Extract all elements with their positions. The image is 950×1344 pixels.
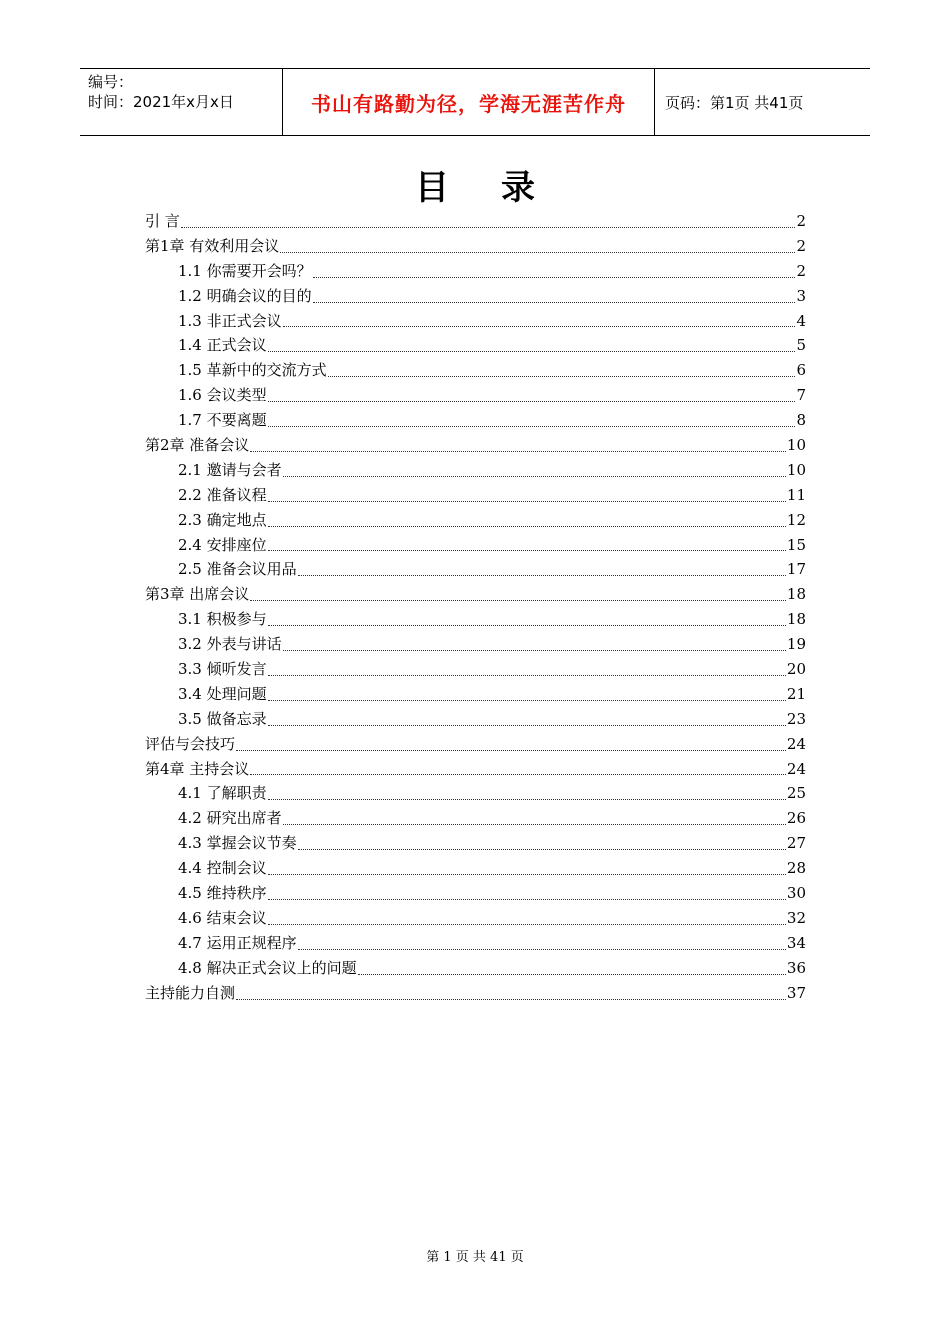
toc-entry-label: 4.7 运用正规程序	[178, 933, 297, 952]
toc-leader-dots	[268, 699, 786, 701]
toc-entry[interactable]	[145, 956, 806, 981]
toc-entry-label: 1.3 非正式会议	[178, 311, 282, 330]
toc-entry-page: 2	[796, 236, 806, 255]
toc-leader-dots	[268, 549, 786, 551]
toc-leader-dots	[283, 649, 786, 651]
toc-leader-dots	[283, 475, 786, 477]
toc-entry-page: 18	[786, 610, 806, 629]
toc-leader-dots	[280, 251, 795, 253]
toc-entry-page: 25	[786, 784, 806, 803]
toc-entry-page: 36	[786, 958, 806, 977]
toc-entry-page: 24	[786, 759, 806, 778]
toc-entry-label: 评估与会技巧	[145, 734, 236, 753]
toc-leader-dots	[181, 226, 796, 228]
toc-entry[interactable]	[145, 533, 806, 558]
toc-leader-dots	[250, 599, 786, 601]
toc-leader-dots	[298, 848, 786, 850]
toc-entry-label: 3.5 做备忘录	[178, 709, 267, 728]
toc-entry[interactable]	[145, 707, 806, 732]
toc-entry-page: 26	[786, 809, 806, 828]
toc-entry-label: 1.6 会议类型	[178, 386, 267, 405]
toc-entry-page: 28	[786, 859, 806, 878]
toc-entry-label: 第4章 主持会议	[145, 759, 250, 778]
toc-entry-label: 2.5 准备会议用品	[178, 560, 297, 579]
toc-leader-dots	[268, 674, 786, 676]
header-motto-cell	[282, 69, 655, 135]
toc-leader-dots	[283, 325, 796, 327]
toc-entry[interactable]	[145, 831, 806, 856]
toc-entry-page: 4	[796, 311, 806, 330]
toc-entry-label: 主持能力自测	[145, 983, 236, 1002]
toc-entry[interactable]	[145, 333, 806, 358]
toc-leader-dots	[268, 500, 786, 502]
toc-entry-page: 11	[786, 485, 806, 504]
toc-entry-label: 1.5 革新中的交流方式	[178, 361, 327, 380]
toc-leader-dots	[313, 301, 796, 303]
toc-entry-label: 4.1 了解职责	[178, 784, 267, 803]
toc-entry-page: 34	[786, 933, 806, 952]
toc-entry[interactable]	[145, 234, 806, 259]
toc-entry-label: 2.4 安排座位	[178, 535, 267, 554]
toc-entry-label: 引 言	[145, 211, 180, 230]
toc-entry-label: 1.4 正式会议	[178, 336, 267, 355]
toc-leader-dots	[236, 998, 786, 1000]
toc-leader-dots	[236, 749, 786, 751]
toc-entry-label: 1.2 明确会议的目的	[178, 286, 312, 305]
toc-leader-dots	[268, 898, 786, 900]
toc-entry-page: 12	[786, 510, 806, 529]
toc-leader-dots	[268, 724, 786, 726]
toc-leader-dots	[268, 624, 786, 626]
page-footer: 第 1 页 共 41 页	[426, 1250, 524, 1265]
toc-entry[interactable]	[145, 309, 806, 334]
toc-leader-dots	[268, 425, 796, 427]
toc-entry[interactable]	[145, 881, 806, 906]
toc-entry-label: 2.1 邀请与会者	[178, 460, 282, 479]
toc-entry-label: 3.3 倾听发言	[178, 660, 267, 679]
toc-entry[interactable]	[145, 557, 806, 582]
toc-leader-dots	[298, 948, 786, 950]
toc-entry-page: 2	[796, 261, 806, 280]
toc-entry-page: 8	[796, 411, 806, 430]
date-label: 时间：2021年x月x日	[88, 93, 234, 111]
toc-leader-dots	[268, 798, 786, 800]
toc-entry[interactable]	[145, 383, 806, 408]
toc-entry[interactable]	[145, 358, 806, 383]
toc-entry-page: 27	[786, 834, 806, 853]
toc-entry-label: 2.2 准备议程	[178, 485, 267, 504]
toc-leader-dots	[358, 973, 786, 975]
toc-leader-dots	[268, 525, 786, 527]
toc-leader-dots	[268, 923, 786, 925]
toc-leader-dots	[268, 350, 796, 352]
toc-leader-dots	[328, 375, 796, 377]
toc-entry[interactable]	[145, 433, 806, 458]
toc-entry[interactable]	[145, 981, 806, 1006]
toc-entry-page: 3	[796, 286, 806, 305]
toc-leader-dots	[298, 574, 786, 576]
toc-entry-label: 1.7 不要离题	[178, 411, 267, 430]
toc-entry-label: 2.3 确定地点	[178, 510, 267, 529]
toc-entry[interactable]	[145, 757, 806, 782]
toc-entry-label: 3.1 积极参与	[178, 610, 267, 629]
toc-entry[interactable]	[145, 408, 806, 433]
toc-entry[interactable]	[145, 781, 806, 806]
toc-entry-label: 3.2 外表与讲话	[178, 635, 282, 654]
toc-entry-page: 20	[786, 660, 806, 679]
toc-entry-page: 17	[786, 560, 806, 579]
toc-leader-dots	[268, 400, 796, 402]
toc-entry-label: 1.1 你需要开会吗？	[178, 261, 312, 280]
toc-entry-page: 5	[796, 336, 806, 355]
serial-number-label: 编号：	[88, 73, 134, 91]
toc-entry-page: 10	[786, 460, 806, 479]
toc-entry-label: 第1章 有效利用会议	[145, 236, 280, 255]
toc-leader-dots	[313, 276, 796, 278]
toc-leader-dots	[250, 450, 786, 452]
toc-leader-dots	[250, 773, 786, 775]
toc-entry-page: 32	[786, 908, 806, 927]
toc-title: 目录	[415, 168, 587, 208]
toc-entry[interactable]	[145, 657, 806, 682]
toc-entry[interactable]	[145, 856, 806, 881]
table-of-contents	[145, 209, 806, 1006]
toc-entry-page: 15	[786, 535, 806, 554]
header-motto: 书山有路勤为径，学海无涯苦作舟	[311, 91, 626, 116]
toc-entry[interactable]	[145, 209, 806, 234]
toc-entry-label: 第2章 准备会议	[145, 436, 250, 454]
toc-entry-label: 第3章 出席会议	[145, 585, 250, 604]
page-header	[80, 68, 870, 136]
toc-entry-page: 10	[786, 436, 806, 454]
toc-entry-page: 21	[786, 684, 806, 703]
toc-entry[interactable]	[145, 931, 806, 956]
toc-entry[interactable]	[145, 483, 806, 508]
toc-entry-label: 4.6 结束会议	[178, 908, 267, 927]
toc-entry-label: 4.5 维持秩序	[178, 884, 267, 903]
toc-entry[interactable]	[145, 458, 806, 483]
toc-entry-label: 4.4 控制会议	[178, 859, 267, 878]
toc-entry[interactable]	[145, 682, 806, 707]
toc-entry-page: 19	[786, 635, 806, 654]
toc-entry-page: 37	[786, 983, 806, 1002]
toc-entry[interactable]	[145, 632, 806, 657]
toc-entry-label: 4.3 掌握会议节奏	[178, 834, 297, 853]
toc-leader-dots	[268, 873, 786, 875]
toc-entry[interactable]	[145, 508, 806, 533]
toc-leader-dots	[283, 823, 786, 825]
toc-entry-page: 24	[786, 734, 806, 753]
toc-entry[interactable]	[145, 906, 806, 931]
toc-entry[interactable]	[145, 259, 806, 284]
toc-entry-label: 4.8 解决正式会议上的问题	[178, 958, 357, 977]
toc-entry-page: 6	[796, 361, 806, 380]
toc-entry-page: 7	[796, 386, 806, 405]
header-page-info: 页码：第1页 共41页	[665, 93, 804, 112]
toc-entry-page: 2	[796, 211, 806, 230]
toc-entry[interactable]	[145, 284, 806, 309]
toc-entry[interactable]	[145, 806, 806, 831]
toc-entry-page: 23	[786, 709, 806, 728]
toc-entry-page: 30	[786, 884, 806, 903]
toc-entry[interactable]	[145, 607, 806, 632]
toc-entry[interactable]	[145, 732, 806, 757]
toc-entry-page: 18	[786, 585, 806, 604]
header-meta	[80, 69, 282, 135]
toc-entry[interactable]	[145, 582, 806, 607]
toc-entry-label: 3.4 处理问题	[178, 684, 267, 703]
toc-entry-label: 4.2 研究出席者	[178, 809, 282, 828]
